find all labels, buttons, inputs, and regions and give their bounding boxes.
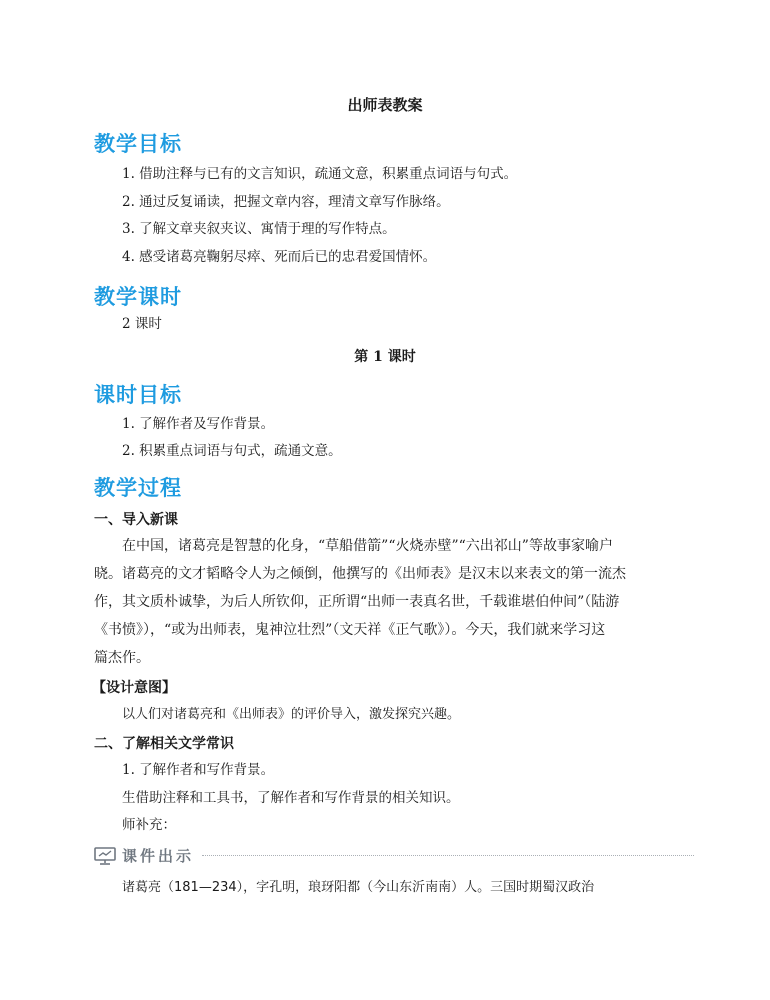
paragraph-line: 作，其文质朴诚挚，为后人所钦仰，正所谓“出师一表真名世，千载谁堪伯仲间”（陆游 xyxy=(94,594,620,610)
section-heading-process: 教学过程 xyxy=(94,476,182,500)
part2-item: 1. 了解作者和写作背景。 xyxy=(122,762,275,778)
part2-text: 生借助注释和工具书，了解作者和写作背景的相关知识。 xyxy=(122,790,460,806)
paragraph-line: 《书愤》），“或为出师表，鬼神泣壮烈”（文天祥《正气歌》）。今天，我们就来学习这 xyxy=(94,622,606,638)
part2-title: 二、了解相关文学常识 xyxy=(94,736,234,752)
courseware-text: 诸葛亮（181—234），字孔明，琅玡阳都（今山东沂南南）人。三国时期蜀汉政治 xyxy=(122,880,595,895)
paragraph-line: 在中国，诸葛亮是智慧的化身，“草船借箭”“火烧赤壁”“六出祁山”等故事家喻户 xyxy=(122,538,613,554)
goal-item: 2. 通过反复诵读，把握文章内容，理清文章写作脉络。 xyxy=(122,194,450,210)
document-title: 出师表教案 xyxy=(347,96,423,114)
paragraph-line: 晓。诸葛亮的文才韬略令人为之倾倒，他撰写的《出师表》是汉末以来表文的第一流杰 xyxy=(94,566,626,582)
part2-text: 师补充： xyxy=(122,817,176,833)
section-heading-goals: 教学目标 xyxy=(94,132,182,156)
lesson-title: 第 1 课时 xyxy=(354,349,416,365)
lesson-goal-item: 2. 积累重点词语与句式，疏通文意。 xyxy=(122,443,342,459)
goal-item: 1. 借助注释与已有的文言知识，疏通文意，积累重点词语与句式。 xyxy=(122,166,518,182)
part1-title: 一、导入新课 xyxy=(94,512,178,528)
design-intent-text: 以人们对诸葛亮和《出师表》的评价导入，激发探究兴趣。 xyxy=(122,707,461,722)
goal-item: 4. 感受诸葛亮鞠躬尽瘁、死而后已的忠君爱国情怀。 xyxy=(122,249,437,265)
design-intent-label: 【设计意图】 xyxy=(92,680,176,696)
section-heading-hours: 教学课时 xyxy=(94,285,182,309)
courseware-banner xyxy=(94,845,694,867)
section-heading-lesson-goals: 课时目标 xyxy=(94,383,182,407)
lesson-goal-item: 1. 了解作者及写作背景。 xyxy=(122,416,275,432)
presentation-screen-icon xyxy=(94,847,116,869)
dotted-divider xyxy=(202,855,694,856)
courseware-label: 课件出示 xyxy=(122,847,195,865)
hours-text: 2 课时 xyxy=(122,316,162,332)
goal-item: 3. 了解文章夹叙夹议、寓情于理的写作特点。 xyxy=(122,221,396,237)
paragraph-line: 篇杰作。 xyxy=(94,650,150,666)
